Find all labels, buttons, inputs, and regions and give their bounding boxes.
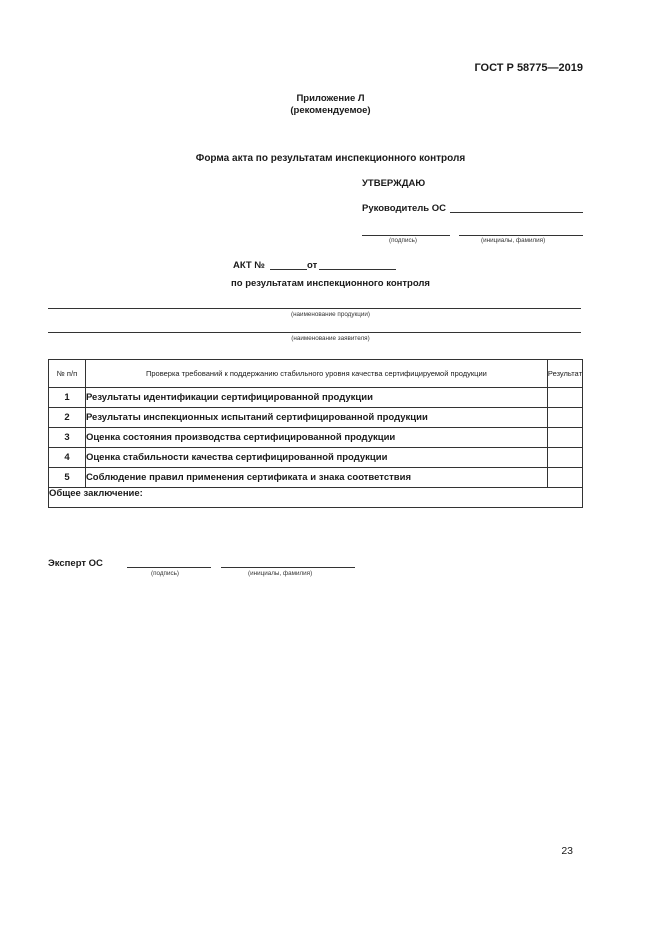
inspection-table [48,359,583,508]
appendix-title: Приложение Л [296,93,365,104]
row-text: Оценка состояния производства сертифицированной продукции [85,428,547,448]
approval-name-caption: (инициалы, фамилия) [481,237,546,244]
row-result [547,468,582,488]
row-num: 3 [49,428,86,448]
head-name-line [450,212,583,213]
product-line [48,308,581,309]
expert-signature-line [127,567,211,568]
row-result [547,428,582,448]
applicant-line [48,332,581,333]
header-num: № п/п [49,360,86,388]
act-date-line [319,269,396,270]
row-num: 4 [49,448,86,468]
row-num: 2 [49,408,86,428]
row-text: Оценка стабильности качества сертифицированной продукции [85,448,547,468]
table-row [49,468,583,488]
expert-label: Эксперт ОС [48,558,103,569]
expert-signature-caption: (подпись) [151,570,179,577]
approve-label: УТВЕРЖДАЮ [362,178,426,189]
form-title: Форма акта по результатам инспекционного контроля [195,153,466,164]
row-num: 5 [49,468,86,488]
table-row [49,448,583,468]
head-label: Руководитель ОС [362,203,447,214]
approval-signature-caption: (подпись) [389,237,417,244]
expert-name-caption: (инициалы, фамилия) [248,570,313,577]
row-text: Соблюдение правил применения сертификата и знака соответствия [85,468,547,488]
standard-number: ГОСТ Р 58775—2019 [474,62,583,74]
appendix-subtitle: (рекомендуемое) [290,105,371,116]
act-number-line [270,269,307,270]
approval-signature-line [362,235,450,236]
table-header-row [49,360,583,388]
row-result [547,388,582,408]
header-result: Результат [547,360,582,388]
applicant-caption: (наименование заявителя) [291,335,370,342]
expert-name-line [221,567,355,568]
table-row [49,428,583,448]
table-row [49,388,583,408]
conclusion-row [49,488,583,508]
act-number-label: АКТ № [233,260,265,271]
header-check: Проверка требований к поддержанию стабильного уровня качества сертифицируемой продукции [85,360,547,388]
row-result [547,408,582,428]
approval-name-line [459,235,583,236]
product-caption: (наименование продукции) [290,311,371,318]
row-text: Результаты идентификации сертифицированной продукции [85,388,547,408]
act-from-label: от [307,260,318,271]
act-subtitle: по результатам инспекционного контроля [231,278,430,289]
row-num: 1 [49,388,86,408]
table-row [49,408,583,428]
row-result [547,448,582,468]
row-text: Результаты инспекционных испытаний сертифицированной продукции [85,408,547,428]
conclusion-label: Общее заключение: [49,488,583,508]
page-number: 23 [561,845,573,857]
